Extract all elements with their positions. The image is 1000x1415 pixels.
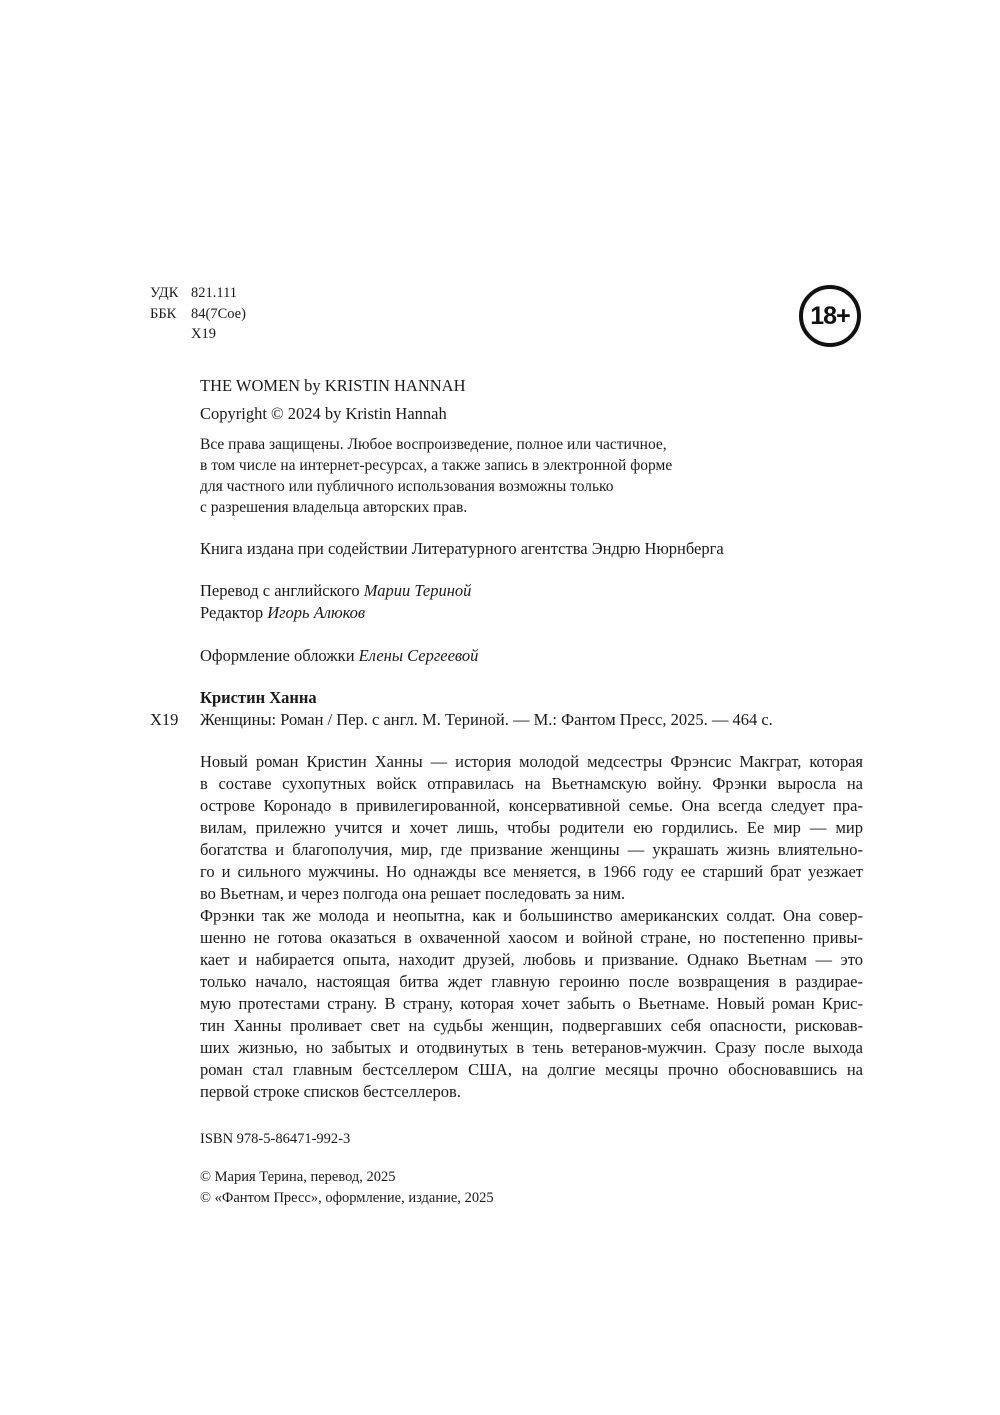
classification-block [150,283,246,345]
udk-value: 821.111 [191,285,238,301]
translator-name: Марии Териной [363,581,472,600]
copyright-line: © Мария Терина, перевод, 2025 [200,1169,396,1185]
description-line: кает и набирается опыта, находит друзей, любовь и призвание. Однако Вьетнам — это [200,950,863,969]
translation-credit [200,580,471,602]
description-line: острове Коронадо в привилегированной, консервативной семье. Она всегда следует пра- [200,796,863,815]
description-line: го и сильного мужчины. Но однажды все меняется, в 1966 году ее старший брат уезжает [200,862,863,881]
description-paragraph-1 [200,751,863,905]
bbk-row [150,304,246,325]
description-line: ших жизнью, но забытых и отодвинутых в тень ветеранов-мужчин. Сразу после выхода [200,1038,863,1057]
copyright-line: © «Фантом Пресс», оформление, издание, 2025 [200,1189,494,1206]
age-rating-badge: 18+ [799,285,861,347]
description-paragraph-2 [200,905,863,1103]
rights-line: в том числе на интернет-ресурсах, а также запись в электронной форме [200,457,673,474]
rights-line: с разрешения владельца авторских прав. [200,499,468,516]
description-line: тин Ханны проливает свет на судьбы женщин, подвергавших себя опасности, рисковав- [200,1016,863,1035]
bbk-label: ББК [150,305,177,322]
description-line: роман стал главным бестселлером США, на долгие месяцы прочно обосновавшись на [200,1060,863,1079]
cover-designer-name: Елены Сергеевой [358,646,479,665]
copyright-block [200,1167,494,1208]
rights-line: для частного или публичного использования возможны только [200,478,614,495]
editor-name: Игорь Алюков [267,603,366,622]
udk-row [150,283,246,304]
description-line: Новый роман Кристин Ханны — история молодой медсестры Фрэнсис Макграт, которая [200,752,863,771]
cover-label: Оформление обложки [200,646,355,665]
description-line: мую протестами страну. В страну, которая хочет забыть о Вьетнаме. Новый роман Крис- [200,994,863,1013]
editor-label: Редактор [200,603,264,622]
description-line: Фрэнки так же молода и неопытна, как и большинство американских солдат. Она совер- [200,906,863,925]
description-line: первой строке списков бестселлеров. [200,1082,461,1101]
description-line: богатства и благополучия, мир, где призвание женщины — украшать жизнь влиятельно- [200,840,863,859]
rights-line: Все права защищены. Любое воспроизведение, полное или частичное, [200,436,667,453]
isbn: ISBN 978-5-86471-992-3 [200,1131,351,1147]
description-line: в составе сухопутных войск отправилась на Вьетнамскую войну. Фрэнки выросла на [200,774,863,793]
rights-notice [200,434,672,518]
credits-block [200,580,471,624]
catalog-record: Женщины: Роман / Пер. с англ. М. Териной. — М.: Фантом Пресс, 2025. — 464 с. [200,710,773,729]
catalog-author: Кристин Ханна [200,688,317,707]
author-sign: Х19 [191,326,216,342]
agency-note: Книга издана при содействии Литературного агентства Эндрю Нюрнберга [200,539,724,558]
description-line: только начало, настоящая битва ждет главную героиню после возвращения в раздирае- [200,972,863,991]
description-line: шенно не готова оказаться в охваченной хаосом и войной стране, но постепенно привы- [200,928,863,947]
original-title: THE WOMEN by KRISTIN HANNAH [200,376,466,395]
cover-credit [200,645,478,667]
translation-label: Перевод с английского [200,581,360,600]
description-line: вилам, прилежно учится и хочет лишь, чтобы родители ею гордились. Ее мир — мир [200,818,863,837]
udk-label: УДК [150,285,179,301]
description-line: во Вьетнам, и через полгода она решает последовать за ним. [200,884,626,903]
original-copyright: Copyright © 2024 by Kristin Hannah [200,404,447,423]
editor-credit [200,602,471,624]
catalog-sign: Х19 [150,710,179,729]
bbk-value: 84(7Сое) [191,305,246,322]
